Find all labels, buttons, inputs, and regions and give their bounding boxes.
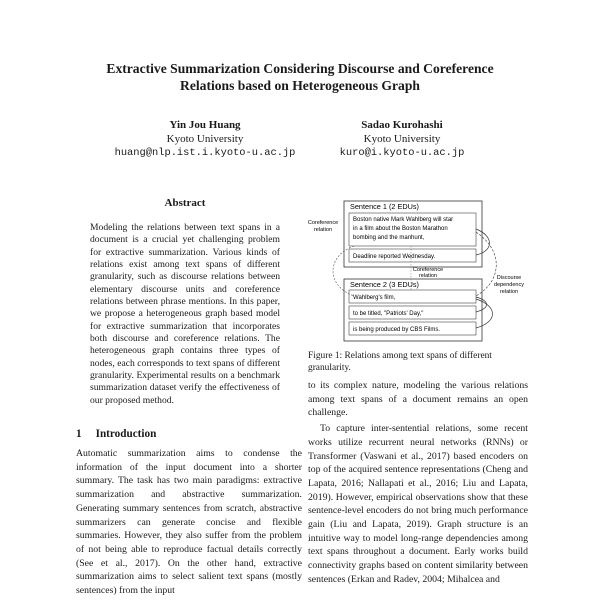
figure-1-diagram: [306, 196, 528, 344]
title-line-1: Extractive Summarization Considering Discourse and Coreference: [106, 61, 494, 76]
author-affiliation: Kyoto University: [363, 133, 441, 145]
section-heading-introduction: [76, 428, 156, 440]
intro-paragraph-1: Automatic summarization aims to condense the information of the input document into a shorter summary. The task has two main paradigms: extractive summarization and abstractive summarization. Generating summary sentences from scratch, abstractive summarizers can generate concise and flexible summaries. However, they also suffer from the problem of not being able to reproduce factual details correctly (See et al., 2017). On the other hand, extractive summarization aims to select salient text spans (mostly sentences) from the input: [76, 448, 302, 597]
discourse-label-3: relation: [499, 289, 519, 295]
coref-label-left-2: relation: [313, 227, 333, 233]
intro-right-column: [308, 379, 528, 587]
edu-1-line-1: Boston native Mark Wahlberg will star: [353, 217, 454, 223]
section-title: Introduction: [95, 428, 157, 440]
figure-1: [306, 196, 528, 344]
author-email: kuro@i.kyoto-u.ac.jp: [339, 147, 465, 159]
sentence-2-title: Sentence 2 (3 EDUs): [350, 280, 419, 289]
author-name: Sadao Kurohashi: [361, 119, 443, 131]
author-affiliation: Kyoto University: [166, 133, 244, 145]
abstract-text: Modeling the relations between text spans in a document is a crucial yet challenging problem for extractive summarization. Various kinds of relations exist among text spans of different granularity, such as discourse relations between elementary discourse units and coreference relations between phrase mentions. In this paper, we propose a heterogeneous graph based model for extractive summarization that incorporates both discourse and coreference relations. The heterogeneous graph contains three types of nodes, each corresponds to text spans of different granularity. Experimental results on a benchmark summarization dataset verify the effectiveness of our proposed method.: [90, 222, 280, 406]
section-number: 1: [76, 428, 82, 440]
sentence-1-title: Sentence 1 (2 EDUs): [350, 202, 419, 211]
edu-4-text: to be titled, "Patriots' Day,": [353, 311, 424, 317]
edu-1-line-3: bombing and the manhunt,: [353, 235, 425, 241]
abstract-heading: Abstract: [164, 197, 206, 209]
intro-left-column: [76, 447, 302, 598]
author-block-1: [105, 118, 305, 160]
intro-paragraph-continued: to its complex nature, modeling the various relations among text spans of a document remains an open challenge.: [308, 380, 528, 419]
author-email: huang@nlp.ist.i.kyoto-u.ac.jp: [114, 147, 296, 159]
coref-label-left-1: Coreference: [307, 220, 339, 226]
edu-1-line-2: in a film about the Boston Marathon: [353, 226, 448, 232]
coref-label-mid-1: Coreference: [412, 267, 444, 273]
paper-title: [60, 60, 540, 94]
discourse-label-1: Discourse: [496, 275, 522, 281]
author-name: Yin Jou Huang: [169, 119, 241, 131]
edu-5-text: is being produced by CBS Films.: [353, 327, 441, 333]
edu-3-text: Wahlberg's film,: [353, 295, 396, 301]
discourse-label-2: dependency: [494, 282, 524, 288]
edu-2-text: Deadline reported Wednesday.: [353, 254, 436, 260]
title-line-2: Relations based on Heterogeneous Graph: [180, 78, 420, 93]
figure-1-caption: Figure 1: Relations among text spans of different granularity.: [308, 351, 492, 373]
intro-paragraph-2: To capture inter-sentential relations, some recent works utilize recurrent neural networks (RNNs) or Transformer (Vaswani et al., 2017) based encoders on top of the acquired sentence representations (Cheng and Lapata, 2016; Nallapati et al., 2016; Liu and Lapata, 2019). However, empirical observations show that these sentence-level encoders do not bring much performance gain (Liu and Lapata, 2019). Graph structure is an intuitive way to model long-range dependencies among text spans throughout a document. Early works build connectivity graphs based on content similarity between sentences (Erkan and Radev, 2004; Mihalcea and: [308, 423, 528, 585]
author-block-2: [302, 118, 502, 160]
coref-label-mid-2: relation: [418, 273, 438, 279]
